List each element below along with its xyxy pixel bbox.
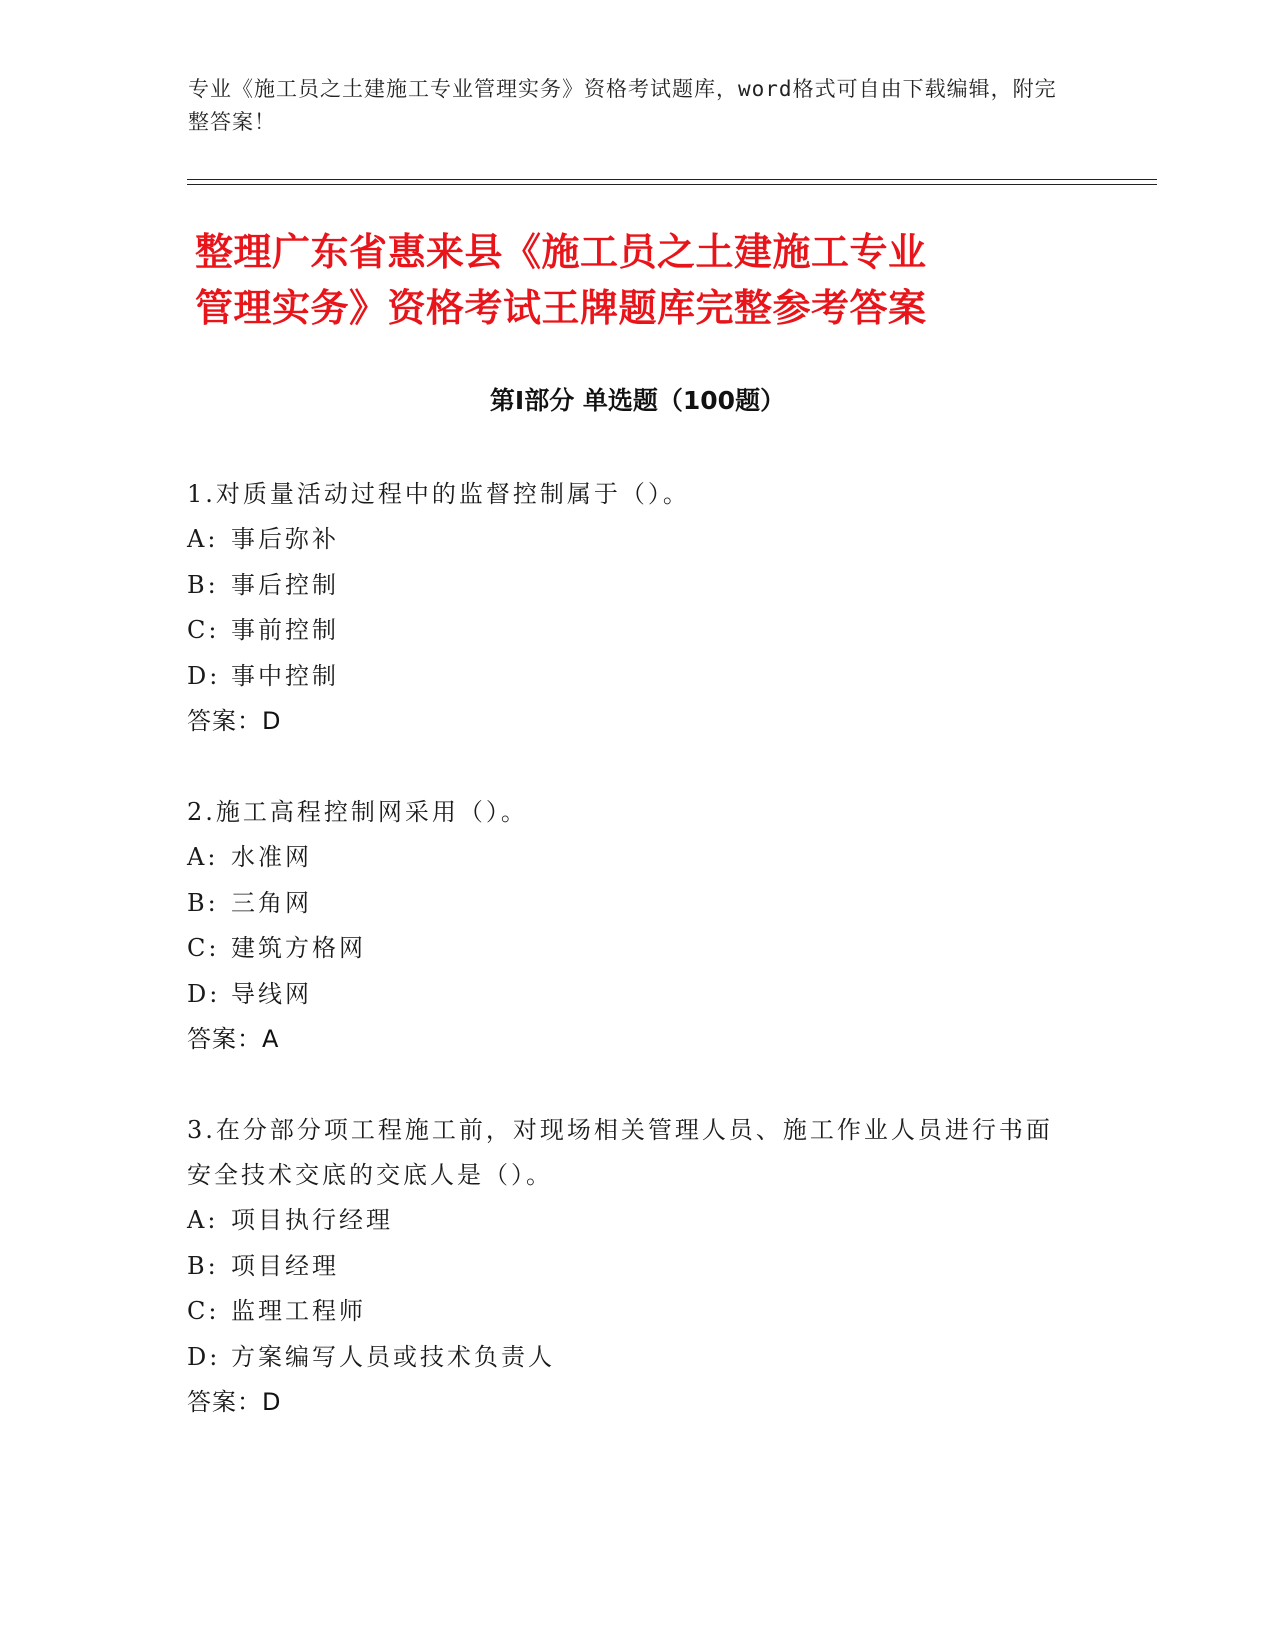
option-key: C: [187, 1297, 220, 1325]
option-text: 事前控制 [231, 616, 339, 644]
option-text: 事后控制 [231, 570, 339, 599]
answer-line: 答案：D [187, 1388, 282, 1416]
answer-line: 答案：D [187, 707, 282, 735]
option-text: 水准网 [231, 843, 312, 871]
option-b [187, 881, 1067, 927]
document-title-line-2: 管理实务》资格考试王牌题库完整参考答案 [195, 286, 927, 330]
option-text: 项目经理 [231, 1251, 339, 1280]
option-text: 监理工程师 [231, 1297, 366, 1325]
option-text: 事中控制 [231, 661, 339, 690]
option-c [187, 608, 1067, 654]
option-a [187, 1198, 1067, 1244]
header-divider-top [187, 179, 1157, 180]
question-stem: 3.在分部分项工程施工前，对现场相关管理人员、施工作业人员进行书面安全技术交底的交底人是（）。 [187, 1116, 1053, 1189]
option-text: 导线网 [231, 979, 312, 1008]
option-d [187, 1335, 1067, 1381]
answer-line: 答案：A [187, 1025, 280, 1053]
option-key: D: [187, 979, 221, 1008]
question-item [187, 1108, 1067, 1425]
option-key: B: [187, 570, 219, 599]
option-key: A: [187, 1206, 219, 1234]
option-b [187, 563, 1067, 609]
header-divider-bottom [187, 184, 1157, 185]
option-c [187, 926, 1067, 972]
option-text: 事后弥补 [231, 525, 339, 553]
section-title: 第Ⅰ部分 单选题（100题） [489, 386, 786, 415]
option-key: C: [187, 934, 220, 962]
option-key: C: [187, 616, 220, 644]
option-a [187, 835, 1067, 881]
option-key: D: [187, 1342, 221, 1371]
option-text: 建筑方格网 [231, 934, 366, 962]
option-d [187, 972, 1067, 1018]
option-text: 三角网 [231, 888, 312, 917]
option-a [187, 517, 1067, 563]
question-item [187, 472, 1067, 744]
document-title [195, 224, 1095, 336]
header-note: 专业《施工员之土建施工专业管理实务》资格考试题库，word格式可自由下载编辑，附完整答案！ [188, 77, 1057, 134]
option-b [187, 1244, 1067, 1290]
option-d [187, 654, 1067, 700]
question-stem: 2.施工高程控制网采用（）。 [187, 798, 528, 826]
option-text: 项目执行经理 [231, 1206, 393, 1234]
document-title-line-1: 整理广东省惠来县《施工员之土建施工专业 [195, 230, 927, 274]
option-c [187, 1289, 1067, 1335]
option-key: A: [187, 525, 219, 553]
question-stem: 1.对质量活动过程中的监督控制属于（）。 [187, 480, 690, 508]
option-key: A: [187, 843, 219, 871]
option-key: B: [187, 888, 219, 917]
question-item [187, 790, 1067, 1062]
option-text: 方案编写人员或技术负责人 [231, 1342, 555, 1371]
option-key: D: [187, 661, 221, 690]
option-key: B: [187, 1251, 219, 1280]
